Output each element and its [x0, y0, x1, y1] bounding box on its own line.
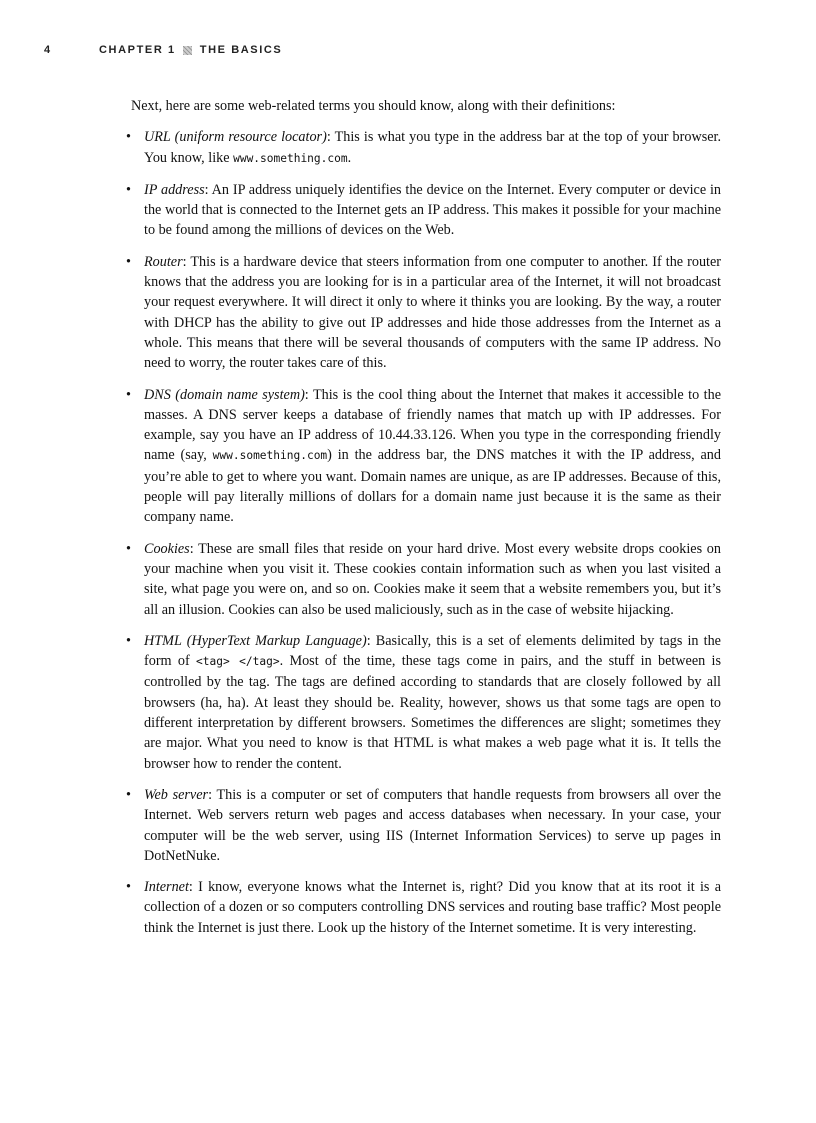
term-web-server: [126, 785, 721, 866]
term-definition: This is the cool thing about the Internet that makes it accessible to the masses. A DNS server keeps a database of friendly names that match up with IP addresses. For example, say you have an IP address of 10.44.33.126. When you type in the corresponding friendly name (say,: [144, 386, 721, 464]
term-punct: :: [326, 129, 331, 146]
running-header: [44, 43, 282, 57]
term-definition: I know, everyone knows what the Internet is, right? Did you know that at its root it is a collection of a dozen or so computers controlling DNS services and routing base traffic? Most people think the Internet is just there. Look up the history of the Internet sometime. It is very interesting.: [144, 879, 721, 936]
inline-code: www.something.com: [212, 449, 328, 463]
term-definition: An IP address uniquely identifies the device on the Internet. Every computer or device in the world that is connected to the Internet gets an IP address. This makes it possible for your machine to be found among the millions of devices on the Web.: [144, 181, 722, 239]
term-ip-address: [126, 180, 722, 241]
term-name: HTML (HyperText Markup Language): [144, 632, 367, 649]
term-punct: :: [208, 786, 213, 803]
term-name: URL (uniform resource locator): [144, 129, 327, 146]
term-definition-end: . Most of the time, these tags come in pairs, and the stuff in between is controlled by the tag. The tags are defined according to standards that are closely followed by all browsers (ha, ha). At least they should be. Reality, however, shows us that some tags are open to different interpretation by different browsers. Sometimes the differences are slight; sometimes they are major. What you need to know is that HTML is what makes a web page what it is. It tells the browser how to render the content.: [144, 653, 722, 772]
term-router: [126, 252, 721, 374]
term-definition: This is a computer or set of computers that handle requests from browsers all over the Internet. Web servers return web pages and access databases when necessary. In your case, your computer will be the web server, using IIS (Internet Information Services) to serve up pages in DotNetNuke.: [144, 786, 721, 864]
term-cookies: [126, 539, 721, 620]
term-punct: :: [182, 253, 187, 270]
term-definition: Basically, this is a set of elements delimited by tags in the form of: [144, 632, 721, 670]
inline-code: <tag> </tag>: [196, 655, 280, 669]
chapter-label: CHAPTER 1: [99, 44, 176, 56]
bullet-icon: •: [126, 879, 131, 896]
bullet-icon: •: [126, 386, 131, 403]
term-url: [126, 127, 721, 169]
term-name: Cookies: [144, 540, 190, 557]
bullet-icon: •: [126, 540, 131, 557]
term-name: Router: [144, 253, 183, 270]
term-html: [126, 631, 722, 774]
inline-code: www.something.com: [233, 151, 348, 165]
intro-paragraph: Next, here are some web-related terms you should know, along with their definitions:: [131, 98, 616, 114]
term-name: Web server: [144, 786, 209, 803]
page-number: 4: [44, 44, 52, 56]
term-name: Internet: [144, 879, 189, 896]
term-dns: [126, 385, 721, 528]
term-name: DNS (domain name system): [144, 386, 305, 403]
term-punct: :: [304, 386, 309, 403]
term-definition-end: ) in the address bar, the DNS matches it with the IP address, and you’re able to get to where you want. Domain names are unique, as are IP addresses. Because of this, people will pay literally millions of dollars for a domain name just because it is the same as their company name.: [144, 447, 721, 526]
body-text: [126, 96, 722, 949]
bullet-icon: •: [126, 253, 131, 270]
term-punct: :: [189, 540, 194, 557]
bullet-icon: •: [126, 181, 131, 198]
term-definition: This is a hardware device that steers information from one computer to another. If the router knows that the address you are looking for is in a particular area of the Internet, it will not broadcast your request everywhere. It will direct it only to where it thinks you are looking. By the way, a router with DHCP has the ability to give out IP addresses and hide those addresses from the Internet as a whole. This means that there will be several thousands of computers with the same IP address. No need to worry, the router takes care of this.: [144, 253, 721, 372]
term-definition: These are small files that reside on your hard drive. Most every website drops cookies on your machine when you visit it. These cookies contain information such as when you last visited a site, what page you were on, and so on. Cookies make it seem that a website remembers you, but it’s all an illusion. Cookies can also be used maliciously, such as in the case of website hijacking.: [144, 540, 721, 618]
term-punct: :: [366, 632, 371, 649]
term-internet: [126, 877, 721, 938]
term-punct: :: [204, 181, 209, 198]
term-name: IP address: [144, 181, 205, 198]
terms-list: [126, 127, 722, 938]
bullet-icon: •: [126, 129, 131, 146]
term-definition-end: .: [347, 149, 352, 166]
bullet-icon: •: [126, 786, 131, 803]
term-definition: This is what you type in the address bar at the top of your browser. You know, like: [144, 129, 721, 166]
section-title: THE BASICS: [199, 44, 283, 56]
term-punct: :: [188, 879, 193, 896]
square-hatched-icon: [183, 46, 192, 55]
bullet-icon: •: [126, 632, 131, 649]
